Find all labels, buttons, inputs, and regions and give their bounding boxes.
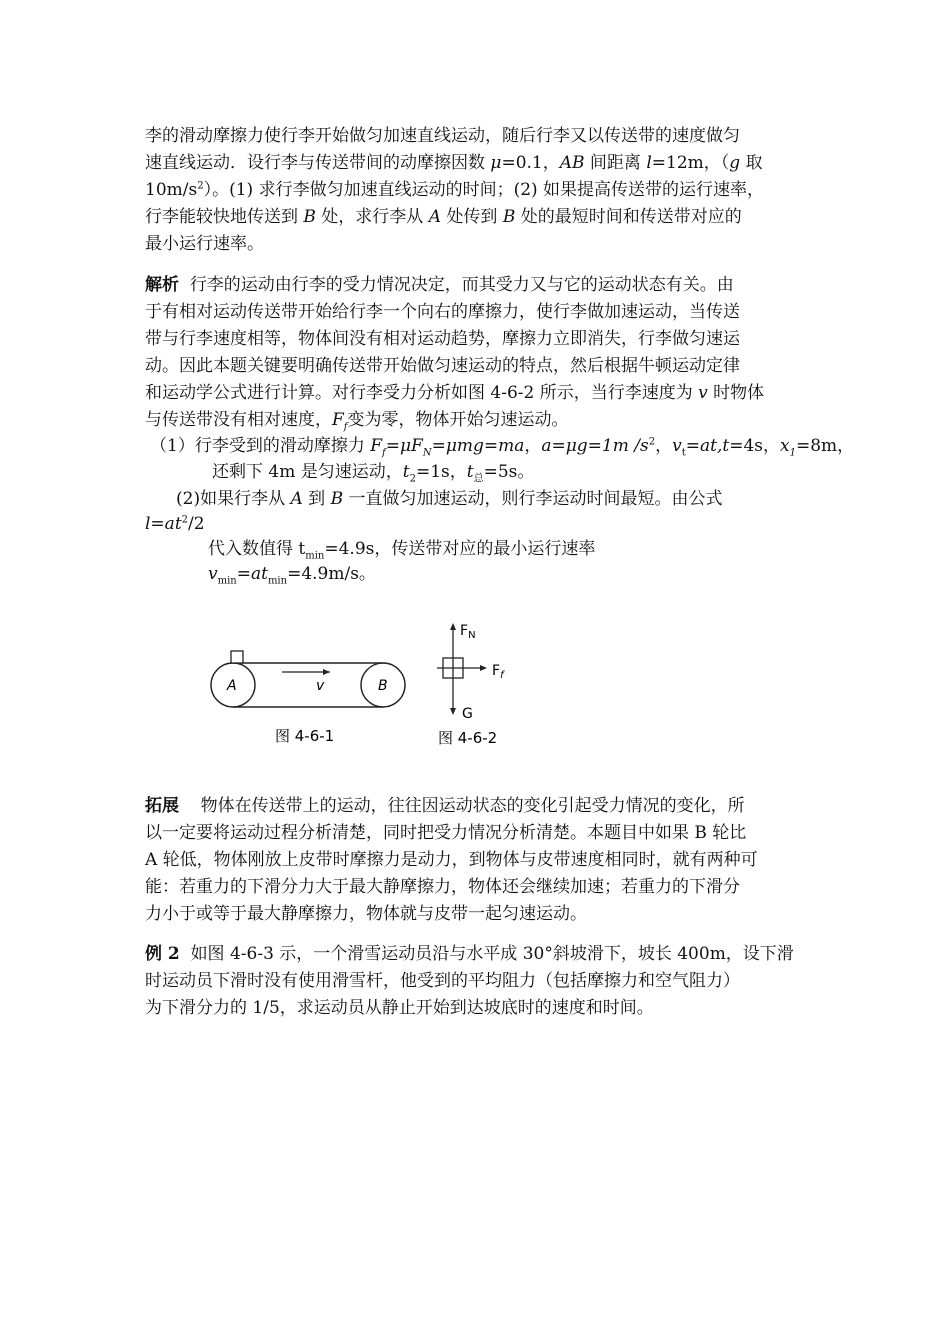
extension-paragraph (145, 793, 810, 928)
label-v: v (316, 678, 325, 694)
solution-step-2: (2)如果行李从 A 到 B 一直做匀加速运动，则行李运动时间最短。由公式 (176, 489, 723, 509)
figure-4-6-2-caption: 图 4-6-2 (438, 729, 498, 747)
analysis-line-2: 于有相对运动传送带开始给行李一个向右的摩擦力，使行李做加速运动，当传送 (145, 302, 740, 322)
problem-line-2: 速直线运动．设行李与传送带间的动摩擦因数 μ=0.1，AB 间距离 l=12m，（g 取 (145, 153, 763, 173)
problem-line-5: 最小运行速率。 (145, 234, 264, 254)
extension-label: 拓展 (145, 796, 179, 816)
normal-force-arrowhead (450, 623, 456, 630)
label-fn: $F_N$ (460, 623, 476, 641)
extension-line-2: 以一定要将运动过程分析清楚，同时把受力情况分析清楚。本题目中如果 B 轮比 (145, 823, 747, 843)
analysis-line-5: 和运动学公式进行计算。对行李受力分析如图 4-6-2 所示，当行李速度为 v 时物体 (145, 383, 765, 403)
solution-step-1-cont: 还剩下 4m 是匀速运动，$t_2=1s$，$t_总=5s$。 (212, 462, 535, 485)
problem-line-3: $10m/s^2$）。(1) 求行李做匀加速直线运动的时间；(2) 如果提高传送带的运行速率， (145, 180, 765, 200)
figure-4-6-2-force-diagram (437, 623, 505, 747)
solution-formula: $l=at^2/2$ (145, 514, 205, 534)
extension-line-1: 拓展 物体在传送带上的运动，往往因运动状态的变化引起受力情况的变化，所 (145, 796, 745, 816)
example2-line-1: 例 2 如图 4-6-3 示，一个滑雪运动员沿与水平成 30°斜坡滑下，坡长 400m，设下滑 (145, 944, 794, 964)
extension-line-4: 能：若重力的下滑分力大于最大静摩擦力，物体还会继续加速；若重力的下滑分 (145, 877, 740, 897)
example2-label: 例 2 (145, 944, 180, 964)
problem-line-4: 行李能较快地传送到 B 处，求行李从 A 处传到 B 处的最短时间和传送带对应的 (145, 207, 742, 227)
example2-line-3: 为下滑分力的 1/5，求运动员从静止开始到达坡底时的速度和时间。 (145, 998, 654, 1018)
analysis-label: 解析 (145, 275, 179, 295)
figure-4-6-1-conveyor (211, 651, 405, 745)
analysis-line-6: 与传送带没有相对速度，$F_f$变为零，物体开始匀速运动。 (145, 410, 569, 433)
figures-svg (200, 615, 520, 755)
label-a: A (227, 678, 237, 694)
velocity-arrowhead (323, 669, 330, 675)
example2-line-2: 时运动员下滑时没有使用滑雪杆，他受到的平均阻力（包括摩擦力和空气阻力） (145, 971, 740, 991)
problem-paragraph (145, 123, 810, 258)
example2-paragraph (145, 941, 810, 1022)
label-g: G (462, 706, 473, 722)
luggage-box (231, 651, 243, 663)
label-ff: $F_f$ (492, 663, 504, 681)
analysis-line-4: 动。因此本题关键要明确传送带开始做匀速运动的特点，然后根据牛顿运动定律 (145, 356, 740, 376)
gravity-arrowhead (450, 708, 456, 715)
figures (200, 615, 520, 755)
label-b: B (378, 678, 388, 694)
analysis-line-1: 解析 行李的运动由行李的受力情况决定，而其受力又与它的运动状态有关。由 (145, 275, 734, 295)
friction-arrowhead (480, 665, 487, 671)
extension-line-5: 力小于或等于最大静摩擦力，物体就与皮带一起匀速运动。 (145, 904, 587, 924)
analysis-line-3: 带与行李速度相等，物体间没有相对运动趋势，摩擦力立即消失，行李做匀速运 (145, 329, 740, 349)
analysis-paragraph (145, 272, 810, 434)
solution-result-speed: $v_{min}=at_{min}=4.9m/s$。 (208, 564, 376, 587)
problem-line-1: 李的滑动摩擦力使行李开始做匀加速直线运动，随后行李又以传送带的速度做匀 (145, 126, 740, 146)
extension-line-3: A 轮低，物体刚放上皮带时摩擦力是动力，到物体与皮带速度相同时，就有两种可 (145, 850, 758, 870)
figure-4-6-1-caption: 图 4-6-1 (275, 727, 335, 745)
solution-step-1: （1）行李受到的滑动摩擦力 $F_f=\mu F_N=\mu mg=ma$，a=μg=1m $/s^2$，$v_t=at,t=4s$，$x_1=8m$， (150, 436, 855, 459)
solution-result-time: 代入数值得 $t_{min}=4.9s$，传送带对应的最小运行速率 (208, 539, 596, 562)
